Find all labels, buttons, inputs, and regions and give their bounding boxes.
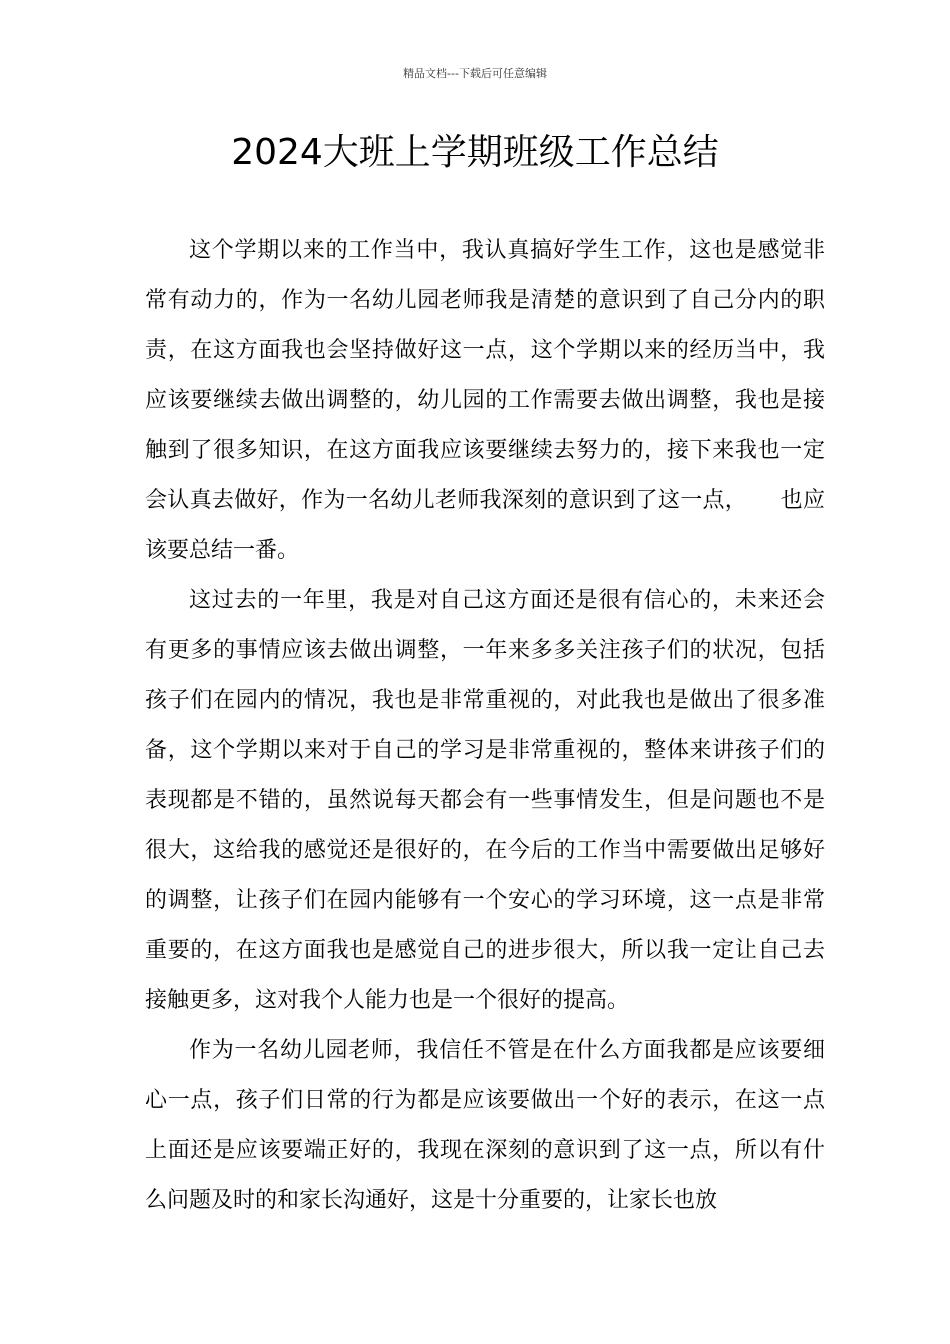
document-body — [145, 226, 825, 1226]
page-title: 2024大班上学期班级工作总结 — [231, 132, 719, 173]
header-note: 精品文档---下载后可任意编辑 — [403, 67, 547, 80]
paragraph-3: 作为一名幼儿园老师，我信任不管是在什么方面我都是应该要细心一点，孩子们日常的行为都是应该要做出一个好的表示，在这一点上面还是应该要端正好的，我现在深刻的意识到了这一点，所以有什么问题及时的和家长沟通好，这是十分重要的，让家长也放 — [145, 1038, 825, 1213]
paragraph-2: 这过去的一年里，我是对自己这方面还是很有信心的，未来还会有更多的事情应该去做出调整，一年来多多关注孩子们的状况，包括孩子们在园内的情况，我也是非常重视的，对此我也是做出了很多准备，这个学期以来对于自己的学习是非常重视的，整体来讲孩子们的表现都是不错的，虽然说每天都会有一些事情发生，但是问题也不是很大，这给我的感觉还是很好的，在今后的工作当中需要做出足够好的调整，让孩子们在园内能够有一个安心的学习环境，这一点是非常重要的，在这方面我也是感觉自己的进步很大，所以我一定让自己去接触更多，这对我个人能力也是一个很好的提高。 — [145, 588, 825, 1013]
paragraph-1: 这个学期以来的工作当中，我认真搞好学生工作，这也是感觉非常有动力的，作为一名幼儿园老师我是清楚的意识到了自己分内的职责，在这方面我也会坚持做好这一点，这个学期以来的经历当中，我应该要继续去做出调整的，幼儿园的工作需要去做出调整，我也是接触到了很多知识，在这方面我应该要继续去努力的，接下来我也一定会认真去做好，作为一名幼儿老师我深刻的意识到了这一点， 也应该要总结一番。 — [145, 238, 825, 563]
